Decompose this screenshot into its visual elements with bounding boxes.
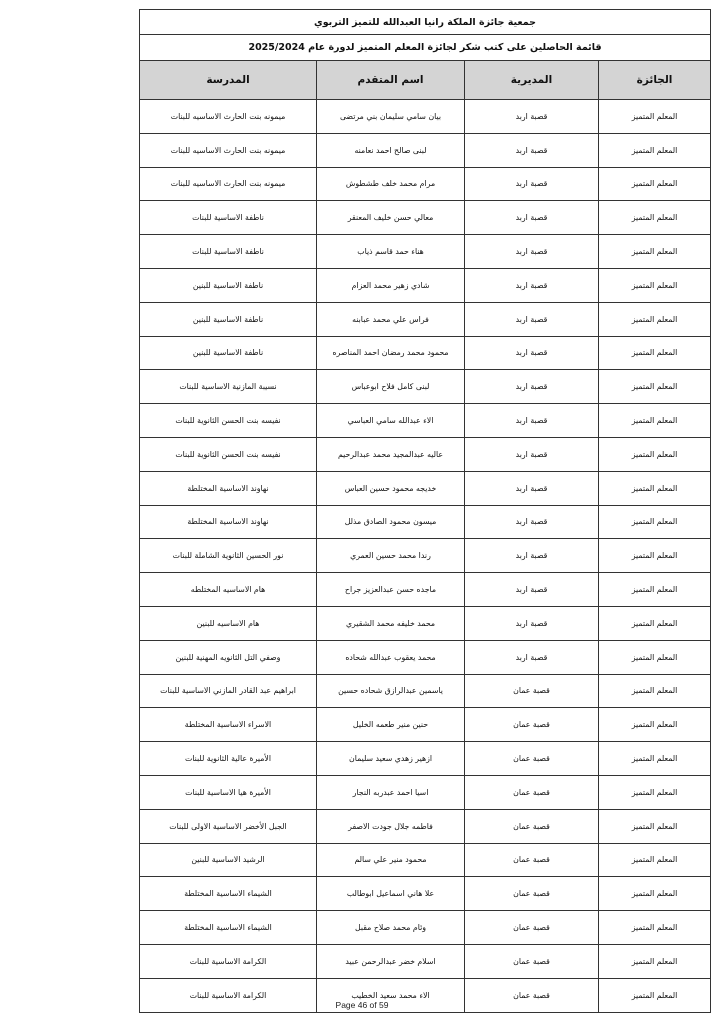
school-cell: الأميرة هيا الاساسية للبنات [185, 787, 271, 797]
school-cell: هام الاساسيه المختلطه [190, 585, 266, 595]
award-cell: المعلم المتميز [598, 337, 710, 370]
award-cell: المعلم المتميز [598, 911, 710, 944]
school-cell: ناطفة الاساسية للبنين [192, 280, 264, 290]
table-row [140, 168, 710, 202]
directorate-cell: قصبة عمان [464, 810, 598, 843]
directorate-cell: قصبة اربد [464, 573, 598, 606]
table-row [140, 100, 710, 134]
table-row [140, 810, 710, 844]
name-cell: لبنى كامل فلاح ابوعباس [316, 370, 464, 403]
name-cell: الاء عبدالله سامي العباسي [316, 404, 464, 437]
school-cell: نهاوند الاساسية المختلطة [187, 483, 269, 493]
award-cell: المعلم المتميز [598, 303, 710, 336]
award-cell: المعلم المتميز [598, 168, 710, 201]
directorate-cell: قصبة عمان [464, 675, 598, 708]
award-cell: المعلم المتميز [598, 641, 710, 674]
school-cell: ناطفة الاساسية للبنات [192, 247, 264, 257]
directorate-cell: قصبة اربد [464, 539, 598, 572]
name-cell: رندا محمد حسين العمري [316, 539, 464, 572]
name-cell: هناء حمد قاسم ذياب [316, 235, 464, 268]
name-cell: ياسمين عبدالرازق شحاده حسين [316, 675, 464, 708]
name-cell: لبنى صالح احمد نعامنه [316, 134, 464, 167]
directorate-cell: قصبة اربد [464, 404, 598, 437]
directorate-cell: قصبة اربد [464, 303, 598, 336]
table-row [140, 438, 710, 472]
school-cell: الشيماء الاساسية المختلطة [184, 889, 272, 899]
document-title: جمعية جائزة الملكة رانيا العبدالله للتميز التربوي [140, 10, 710, 35]
school-cell: ميمونه بنت الحارث الاساسيه للبنات [170, 179, 286, 189]
award-cell: المعلم المتميز [598, 370, 710, 403]
directorate-cell: قصبة عمان [464, 877, 598, 910]
header-name: اسم المتقدم [316, 61, 464, 99]
table-row [140, 641, 710, 675]
table-row [140, 945, 710, 979]
directorate-cell: قصبة اربد [464, 607, 598, 640]
name-cell: محمد يعقوب عبدالله شحاده [316, 641, 464, 674]
award-cell: المعلم المتميز [598, 506, 710, 539]
directorate-cell: قصبة اربد [464, 269, 598, 302]
school-cell: الكرامة الاساسية للبنات [189, 990, 267, 1000]
directorate-cell: قصبة اربد [464, 168, 598, 201]
page-footer: Page 46 of 59 [335, 1000, 389, 1010]
header-award: الجائزة [598, 61, 710, 99]
name-cell: محمود محمد رمضان احمد المناصره [316, 337, 464, 370]
school-cell: ناطفة الاساسية للبنين [192, 348, 264, 358]
name-cell: محمد خليفه محمد الشقيري [316, 607, 464, 640]
award-cell: المعلم المتميز [598, 945, 710, 978]
table-row [140, 269, 710, 303]
table-row [140, 134, 710, 168]
school-cell: الرشيد الاساسية للبنين [191, 855, 265, 865]
award-cell: المعلم المتميز [598, 100, 710, 133]
directorate-cell: قصبة عمان [464, 945, 598, 978]
school-cell: وصفي التل الثانويه المهنية للبنين [175, 652, 281, 662]
table-row [140, 201, 710, 235]
school-cell: الأميرة عالية الثانوية للبنات [184, 754, 272, 764]
directorate-cell: قصبة اربد [464, 201, 598, 234]
name-cell: ازهير زهدي سعيد سليمان [316, 742, 464, 775]
table-row [140, 539, 710, 573]
school-cell: الشيماء الاساسية المختلطة [184, 923, 272, 933]
school-cell: ميمونه بنت الحارث الاساسيه للبنات [170, 111, 286, 121]
directorate-cell: قصبة عمان [464, 979, 598, 1012]
school-cell: نفيسه بنت الحسن الثانوية للبنات [175, 416, 281, 426]
directorate-cell: قصبة اربد [464, 235, 598, 268]
name-cell: فاطمه جلال جودت الاصفر [316, 810, 464, 843]
award-cell: المعلم المتميز [598, 472, 710, 505]
award-cell: المعلم المتميز [598, 877, 710, 910]
table-row [140, 235, 710, 269]
award-cell: المعلم المتميز [598, 134, 710, 167]
award-cell: المعلم المتميز [598, 438, 710, 471]
award-cell: المعلم المتميز [598, 844, 710, 877]
table-row [140, 303, 710, 337]
directorate-cell: قصبة اربد [464, 100, 598, 133]
table-row [140, 675, 710, 709]
name-cell: معالي حسن خليف المعنقر [316, 201, 464, 234]
school-cell: ناطفة الاساسية للبنات [192, 213, 264, 223]
directorate-cell: قصبة اربد [464, 438, 598, 471]
name-cell: فراس علي محمد عبابنه [316, 303, 464, 336]
table-row [140, 404, 710, 438]
table-row [140, 776, 710, 810]
school-cell: نسيبة المازنية الاساسية للبنات [179, 382, 277, 392]
document-subtitle: قائمة الحاصلين على كتب شكر لجائزة المعلم المتميز لدورة عام 2025/2024 [140, 35, 710, 61]
table-body [140, 100, 710, 1012]
award-cell: المعلم المتميز [598, 742, 710, 775]
directorate-cell: قصبة اربد [464, 641, 598, 674]
table-row [140, 573, 710, 607]
name-cell: ماجده حسن عبدالعزيز جراح [316, 573, 464, 606]
directorate-cell: قصبة اربد [464, 472, 598, 505]
awards-table-sheet [139, 9, 711, 1013]
directorate-cell: قصبة اربد [464, 370, 598, 403]
name-cell: اسيا احمد عبدربه النجار [316, 776, 464, 809]
award-cell: المعلم المتميز [598, 573, 710, 606]
name-cell: وئام محمد صلاح مقبل [316, 911, 464, 944]
name-cell: علا هاني اسماعيل ابوطالب [316, 877, 464, 910]
award-cell: المعلم المتميز [598, 404, 710, 437]
table-row [140, 877, 710, 911]
award-cell: المعلم المتميز [598, 235, 710, 268]
award-cell: المعلم المتميز [598, 201, 710, 234]
award-cell: المعلم المتميز [598, 269, 710, 302]
award-cell: المعلم المتميز [598, 675, 710, 708]
directorate-cell: قصبة عمان [464, 776, 598, 809]
school-cell: هام الاساسيه للبنين [196, 618, 260, 628]
school-cell: ابراهيم عبد القادر المازني الاساسية للبنات [160, 686, 296, 696]
directorate-cell: قصبة عمان [464, 742, 598, 775]
name-cell: الاء محمد سعيد الخطيب [316, 979, 464, 1012]
directorate-cell: قصبة عمان [464, 708, 598, 741]
name-cell: مرام محمد خلف طشطوش [316, 168, 464, 201]
school-cell: الكرامة الاساسية للبنات [189, 956, 267, 966]
table-row [140, 708, 710, 742]
name-cell: شادي زهير محمد العزام [316, 269, 464, 302]
award-cell: المعلم المتميز [598, 776, 710, 809]
name-cell: حنين منير طعمه الخليل [316, 708, 464, 741]
school-cell: نفيسه بنت الحسن الثانوية للبنات [175, 449, 281, 459]
table-row [140, 607, 710, 641]
directorate-cell: قصبة عمان [464, 844, 598, 877]
table-row [140, 337, 710, 371]
directorate-cell: قصبة اربد [464, 506, 598, 539]
header-directorate: المديرية [464, 61, 598, 99]
school-cell: ميمونه بنت الحارث الاساسيه للبنات [170, 145, 286, 155]
award-cell: المعلم المتميز [598, 607, 710, 640]
directorate-cell: قصبة اربد [464, 337, 598, 370]
name-cell: عاليه عبدالمجيد محمد عبدالرحيم [316, 438, 464, 471]
award-cell: المعلم المتميز [598, 539, 710, 572]
name-cell: بيان سامي سليمان بني مرتضى [316, 100, 464, 133]
table-row [140, 911, 710, 945]
directorate-cell: قصبة عمان [464, 911, 598, 944]
school-cell: نهاوند الاساسية المختلطة [187, 517, 269, 527]
table-row [140, 844, 710, 878]
name-cell: ميسون محمود الصادق مذلل [316, 506, 464, 539]
table-row [140, 370, 710, 404]
directorate-cell: قصبة اربد [464, 134, 598, 167]
award-cell: المعلم المتميز [598, 810, 710, 843]
table-row [140, 742, 710, 776]
school-cell: الجبل الأخضر الاساسية الاولى للبنات [169, 821, 287, 831]
name-cell: خديجه محمود حسين العباس [316, 472, 464, 505]
name-cell: اسلام خضر عبدالرحمن عبيد [316, 945, 464, 978]
name-cell: محمود منير علي سالم [316, 844, 464, 877]
school-cell: ناطفة الاساسية للبنين [192, 314, 264, 324]
award-cell: المعلم المتميز [598, 979, 710, 1012]
header-school: المدرسة [206, 74, 250, 86]
table-row [140, 506, 710, 540]
school-cell: نور الحسين الثانوية الشاملة للبنات [172, 551, 284, 561]
table-row [140, 472, 710, 506]
table-header [140, 61, 710, 100]
school-cell: الاسراء الاساسية المختلطة [184, 720, 272, 730]
award-cell: المعلم المتميز [598, 708, 710, 741]
